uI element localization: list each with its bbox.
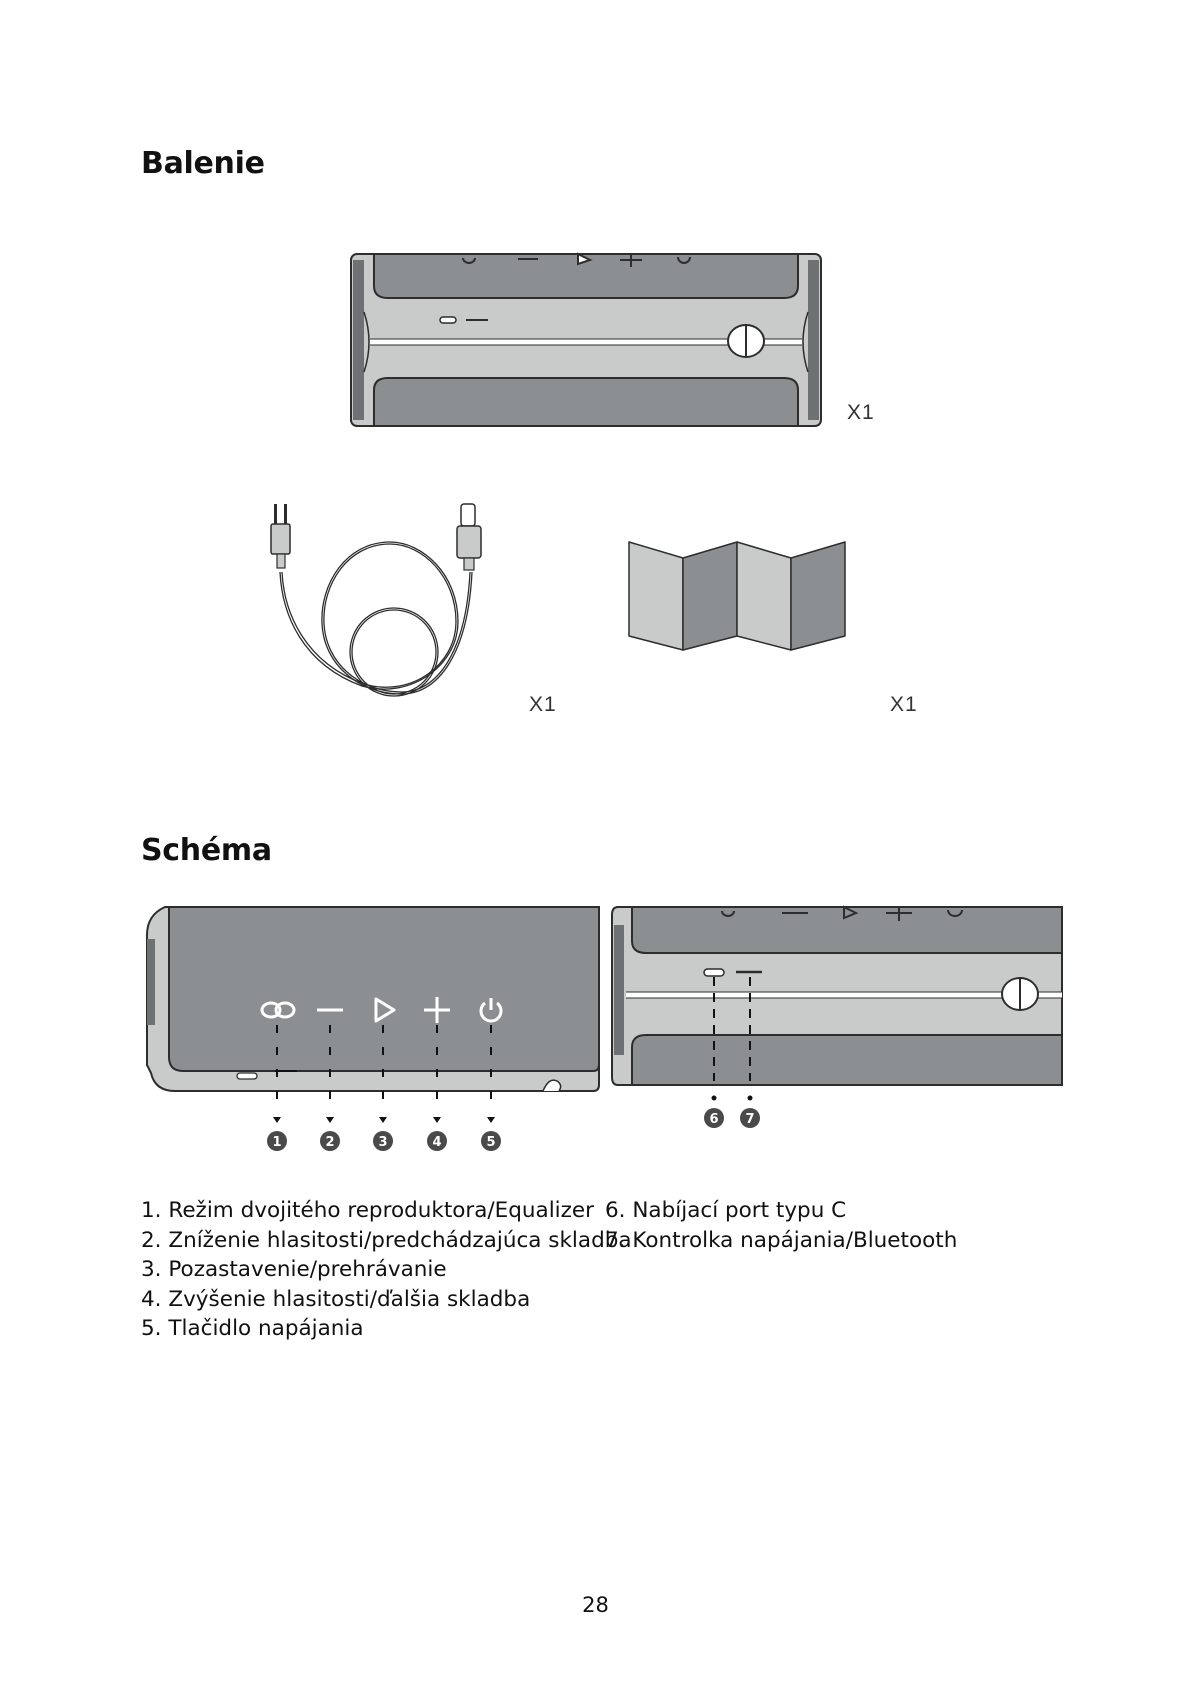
manual-quantity: X1 bbox=[890, 693, 918, 716]
section-title-packaging: Balenie bbox=[141, 146, 265, 181]
speaker-quantity: X1 bbox=[847, 401, 875, 424]
callout-3: 3 bbox=[378, 1135, 388, 1150]
port-side-diagram bbox=[610, 905, 1065, 1135]
callout-2: 2 bbox=[325, 1135, 335, 1150]
legend-item: 6. Nabíjací port typu C bbox=[605, 1198, 847, 1223]
usb-c-port-icon bbox=[704, 969, 724, 976]
manual-illustration bbox=[627, 540, 849, 652]
callout-5: 5 bbox=[486, 1135, 496, 1150]
page-number: 28 bbox=[582, 1593, 609, 1617]
callout-6: 6 bbox=[709, 1112, 719, 1127]
callout-7: 7 bbox=[745, 1112, 755, 1127]
legend-item: 2. Zníženie hlasitosti/predchádzajúca skladba bbox=[141, 1227, 632, 1253]
callout-4: 4 bbox=[432, 1135, 442, 1150]
legend-item: 5. Tlačidlo napájania bbox=[141, 1316, 364, 1341]
cable-quantity: X1 bbox=[529, 693, 557, 716]
legend-item: 3. Pozastavenie/prehrávanie bbox=[141, 1257, 447, 1282]
usb-cable-illustration bbox=[262, 504, 524, 704]
usb-c-connector-icon bbox=[457, 504, 481, 570]
legend-list-left bbox=[141, 1196, 632, 1344]
legend-item: 7. Kontrolka napájania/Bluetooth bbox=[605, 1227, 958, 1253]
usb-a-connector-icon bbox=[271, 504, 290, 568]
callout-1: 1 bbox=[272, 1135, 282, 1150]
legend-item: 4. Zvýšenie hlasitosti/ďalšia skladba bbox=[141, 1286, 531, 1312]
speaker-logo-icon bbox=[728, 325, 764, 357]
legend-list-right bbox=[605, 1196, 957, 1255]
legend-item: 1. Režim dvojitého reproduktora/Equalizer bbox=[141, 1198, 594, 1223]
section-title-diagram: Schéma bbox=[141, 833, 272, 868]
speaker-front-illustration bbox=[350, 252, 822, 430]
control-panel-diagram bbox=[145, 905, 605, 1165]
